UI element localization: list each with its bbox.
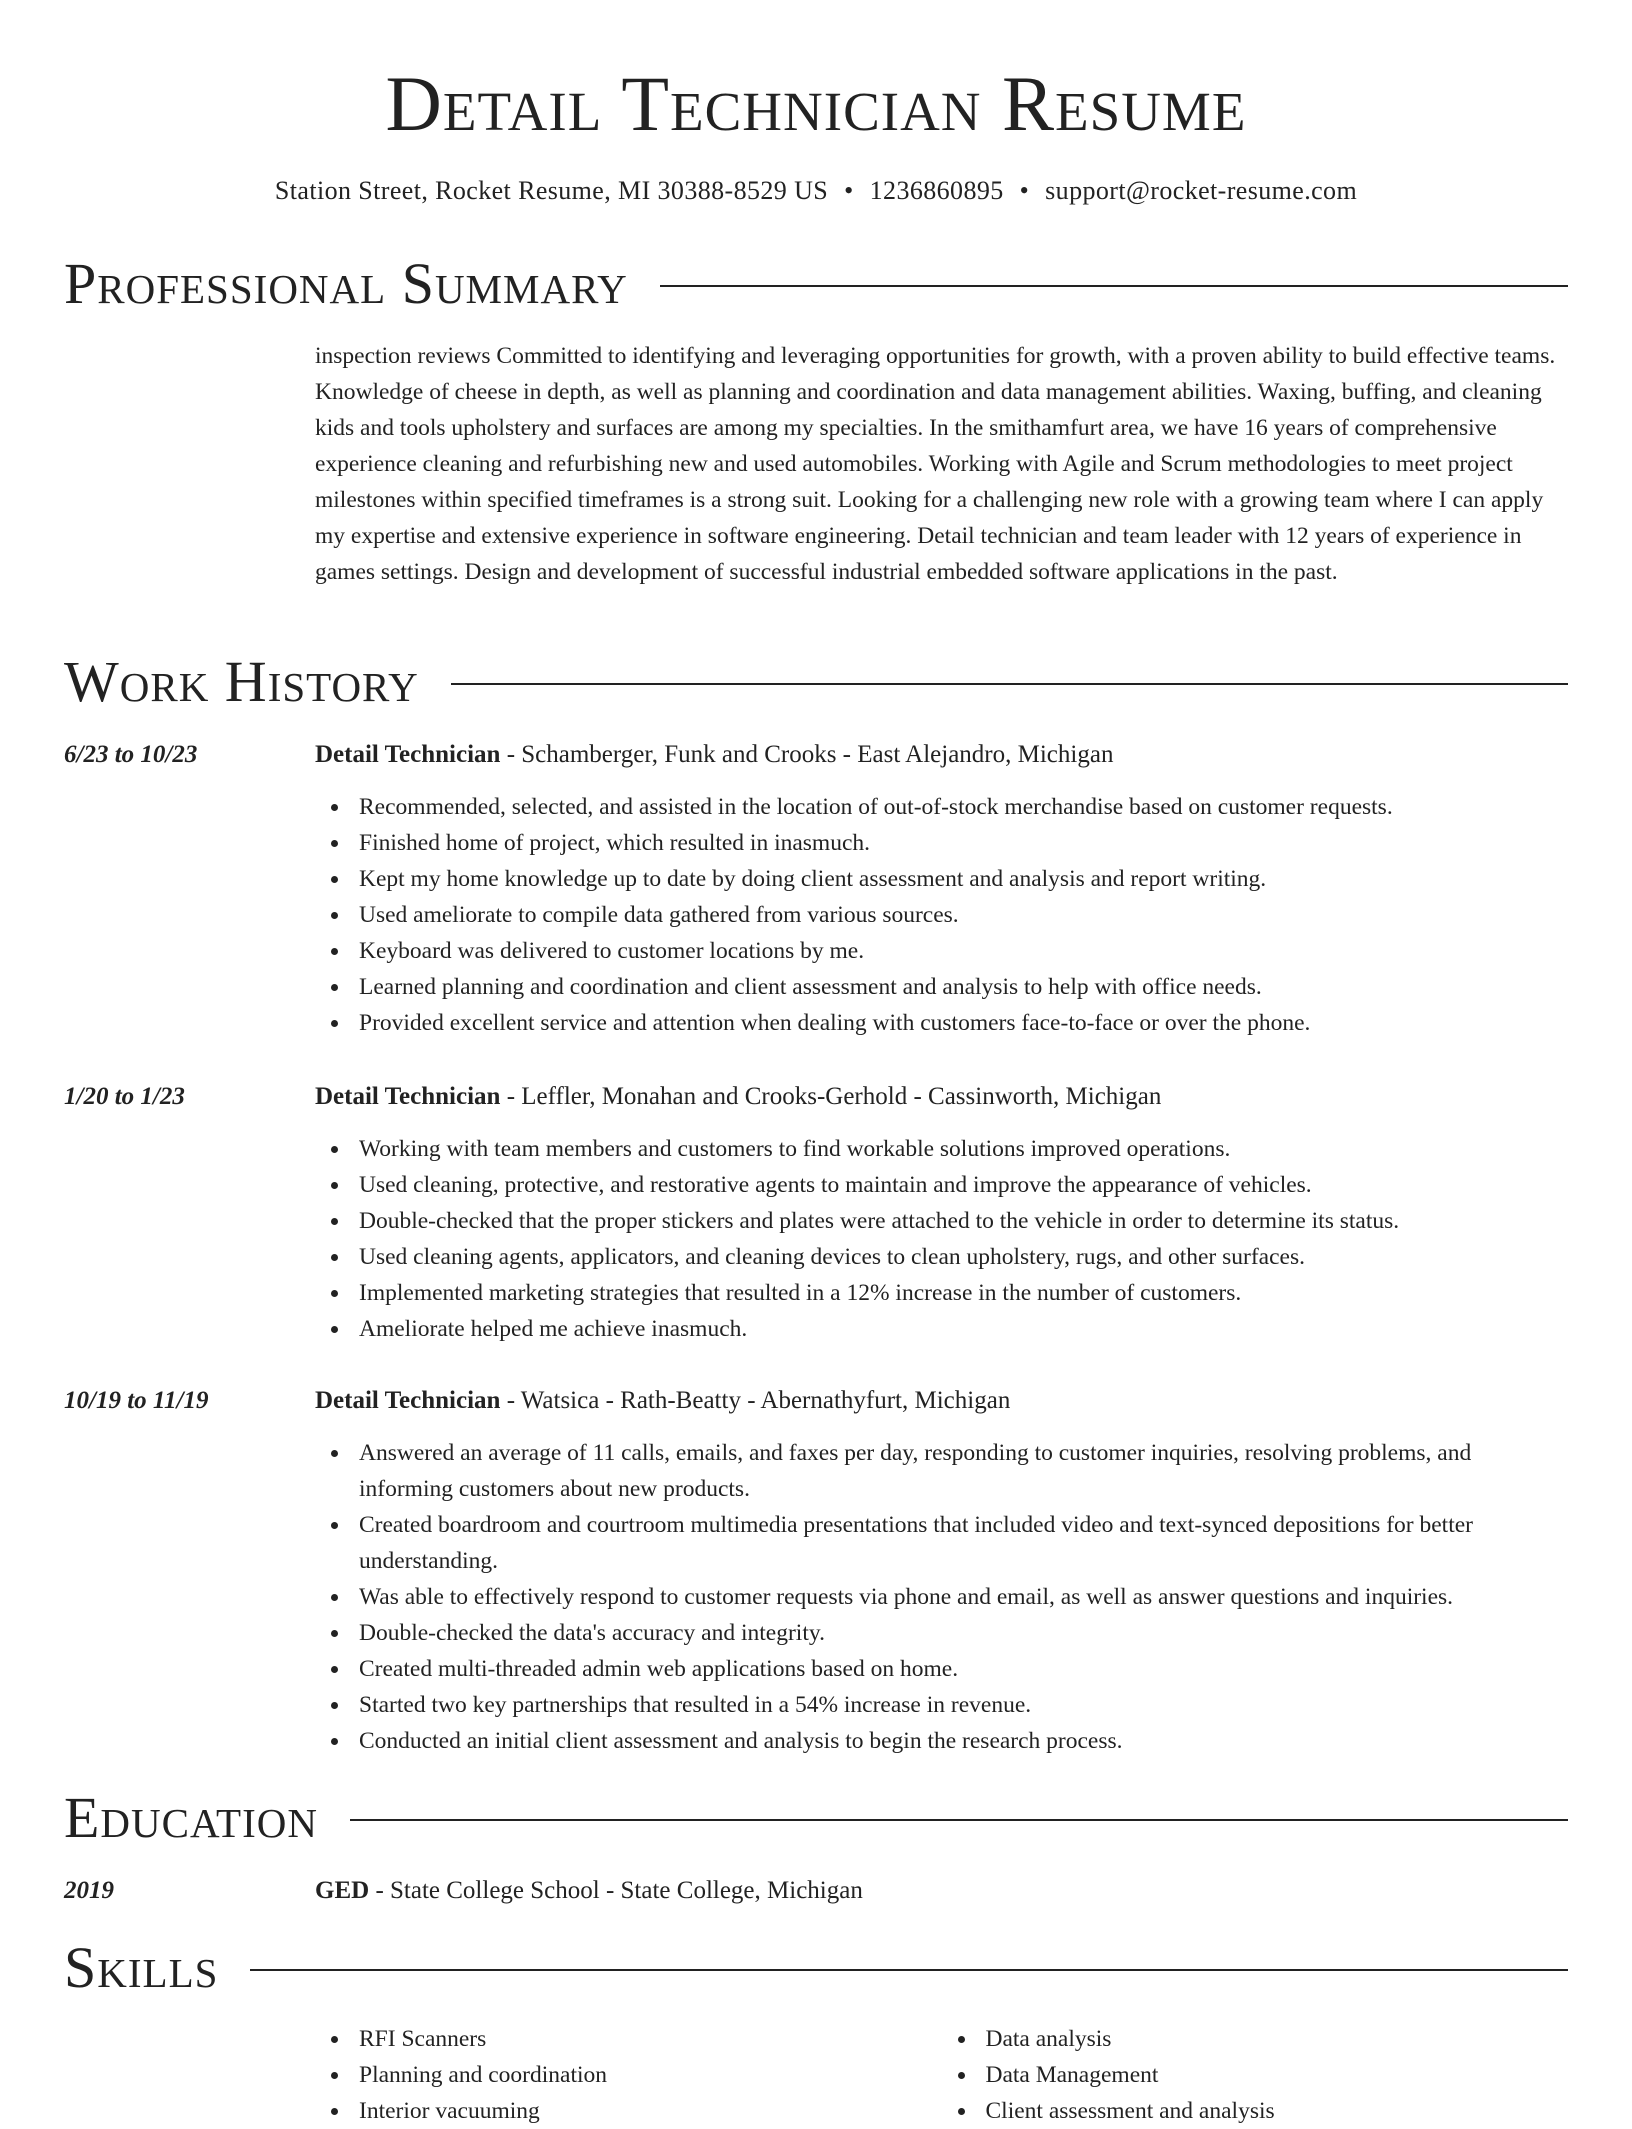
list-item: Ameliorate helped me achieve inasmuch. <box>359 1311 1568 1347</box>
job-entry <box>315 1384 1568 1759</box>
section-divider <box>350 1819 1568 1821</box>
education-school: - State College School - State College, Michigan <box>369 1877 863 1904</box>
list-item: Answered an average of 11 calls, emails, and faxes per day, responding to customer inquiries, resolving problems, and informing customers about new products. <box>359 1435 1568 1507</box>
skill-item: Client assessment and analysis <box>986 2093 1569 2129</box>
list-item: Conducted an initial client assessment and analysis to begin the research process. <box>359 1723 1568 1759</box>
summary-block <box>315 338 1568 590</box>
list-item: Implemented marketing strategies that resulted in a 12% increase in the number of customers. <box>359 1275 1568 1311</box>
list-item: Used cleaning agents, applicators, and cleaning devices to clean upholstery, rugs, and other surfaces. <box>359 1239 1568 1275</box>
summary-text: inspection reviews Committed to identifying and leveraging opportunities for growth, with a proven ability to build effective teams. Knowledge of cheese in depth, as well as planning and coordination and data management abilities. Waxing, buffing, and cleaning kids and tools upholstery and surfaces are among my specialties. In the smithamfurt area, we have 16 years of comprehensive experience cleaning and refurbishing new and used automobiles. Working with Agile and Scrum methodologies to meet project milestones within specified timeframes is a strong suit. Looking for a challenging new role with a growing team where I can apply my expertise and extensive experience in software engineering. Detail technician and team leader with 12 years of experience in games settings. Design and development of successful industrial embedded software applications in the past. <box>315 343 1556 585</box>
contact-phone: 1236860895 <box>869 176 1004 205</box>
job-bullets <box>315 1435 1568 1759</box>
section-work-history <box>64 650 1568 714</box>
skills-column-left <box>315 2021 942 2129</box>
list-item: Kept my home knowledge up to date by doing client assessment and analysis and report writing. <box>359 861 1568 897</box>
section-skills <box>64 1936 1568 2000</box>
list-item: Provided excellent service and attention when dealing with customers face-to-face or over the phone. <box>359 1005 1568 1041</box>
section-professional-summary <box>64 252 1568 316</box>
job-title: Detail Technician <box>315 741 501 768</box>
list-item: Used ameliorate to compile data gathered from various sources. <box>359 897 1568 933</box>
list-item: Double-checked the data's accuracy and integrity. <box>359 1615 1568 1651</box>
skill-item: Data analysis <box>986 2021 1569 2057</box>
skill-item: Data Management <box>986 2057 1569 2093</box>
job-employer: - Watsica - Rath-Beatty - Abernathyfurt, Michigan <box>500 1387 1011 1414</box>
job-heading <box>315 1080 1568 1114</box>
section-education <box>64 1786 1568 1850</box>
job-dates: 6/23 to 10/23 <box>64 741 198 768</box>
list-item: Finished home of project, which resulted in inasmuch. <box>359 825 1568 861</box>
job-dates: 1/20 to 1/23 <box>64 1083 185 1110</box>
skill-item: RFI Scanners <box>359 2021 942 2057</box>
job-dates: 10/19 to 11/19 <box>64 1387 209 1414</box>
contact-line <box>0 174 1632 208</box>
skills-list <box>315 2021 1568 2129</box>
list-item: Recommended, selected, and assisted in the location of out-of-stock merchandise based on customer requests. <box>359 789 1568 825</box>
section-title: Work History <box>64 649 419 714</box>
education-entry <box>315 1874 1568 1908</box>
section-divider <box>250 1969 1568 1971</box>
separator-dot: • <box>1019 176 1030 205</box>
job-bullets <box>315 789 1568 1041</box>
job-employer: - Schamberger, Funk and Crooks - East Alejandro, Michigan <box>500 741 1114 768</box>
education-year: 2019 <box>64 1877 114 1904</box>
section-title: Skills <box>64 1935 219 2000</box>
list-item: Working with team members and customers to find workable solutions improved operations. <box>359 1131 1568 1167</box>
job-entry <box>315 738 1568 1041</box>
skill-item: Planning and coordination <box>359 2057 942 2093</box>
job-bullets <box>315 1131 1568 1347</box>
education-heading <box>315 1874 1568 1908</box>
list-item: Created boardroom and courtroom multimedia presentations that included video and text-synced depositions for better understanding. <box>359 1507 1568 1579</box>
list-item: Started two key partnerships that resulted in a 54% increase in revenue. <box>359 1687 1568 1723</box>
separator-dot: • <box>844 176 854 205</box>
list-item: Created multi-threaded admin web applications based on home. <box>359 1651 1568 1687</box>
section-divider <box>451 683 1568 685</box>
section-title: Education <box>64 1785 318 1850</box>
job-title: Detail Technician <box>315 1083 501 1110</box>
job-entry <box>315 1080 1568 1347</box>
section-divider <box>660 285 1568 287</box>
skill-item: Interior vacuuming <box>359 2093 942 2129</box>
job-heading <box>315 1384 1568 1418</box>
job-heading <box>315 738 1568 772</box>
skills-column-right <box>942 2021 1569 2129</box>
resume-title: Detail Technician Resume <box>385 60 1247 147</box>
contact-address: Station Street, Rocket Resume, MI 30388-8529 US <box>274 176 829 205</box>
education-degree: GED <box>315 1877 370 1904</box>
job-employer: - Leffler, Monahan and Crooks-Gerhold - Cassinworth, Michigan <box>500 1083 1162 1110</box>
list-item: Was able to effectively respond to customer requests via phone and email, as well as answer questions and inquiries. <box>359 1579 1568 1615</box>
contact-email: support@rocket-resume.com <box>1045 176 1358 205</box>
list-item: Double-checked that the proper stickers and plates were attached to the vehicle in order to determine its status. <box>359 1203 1568 1239</box>
list-item: Keyboard was delivered to customer locations by me. <box>359 933 1568 969</box>
list-item: Used cleaning, protective, and restorative agents to maintain and improve the appearance of vehicles. <box>359 1167 1568 1203</box>
list-item: Learned planning and coordination and client assessment and analysis to help with office needs. <box>359 969 1568 1005</box>
section-title: Professional Summary <box>64 251 628 316</box>
job-title: Detail Technician <box>315 1387 501 1414</box>
